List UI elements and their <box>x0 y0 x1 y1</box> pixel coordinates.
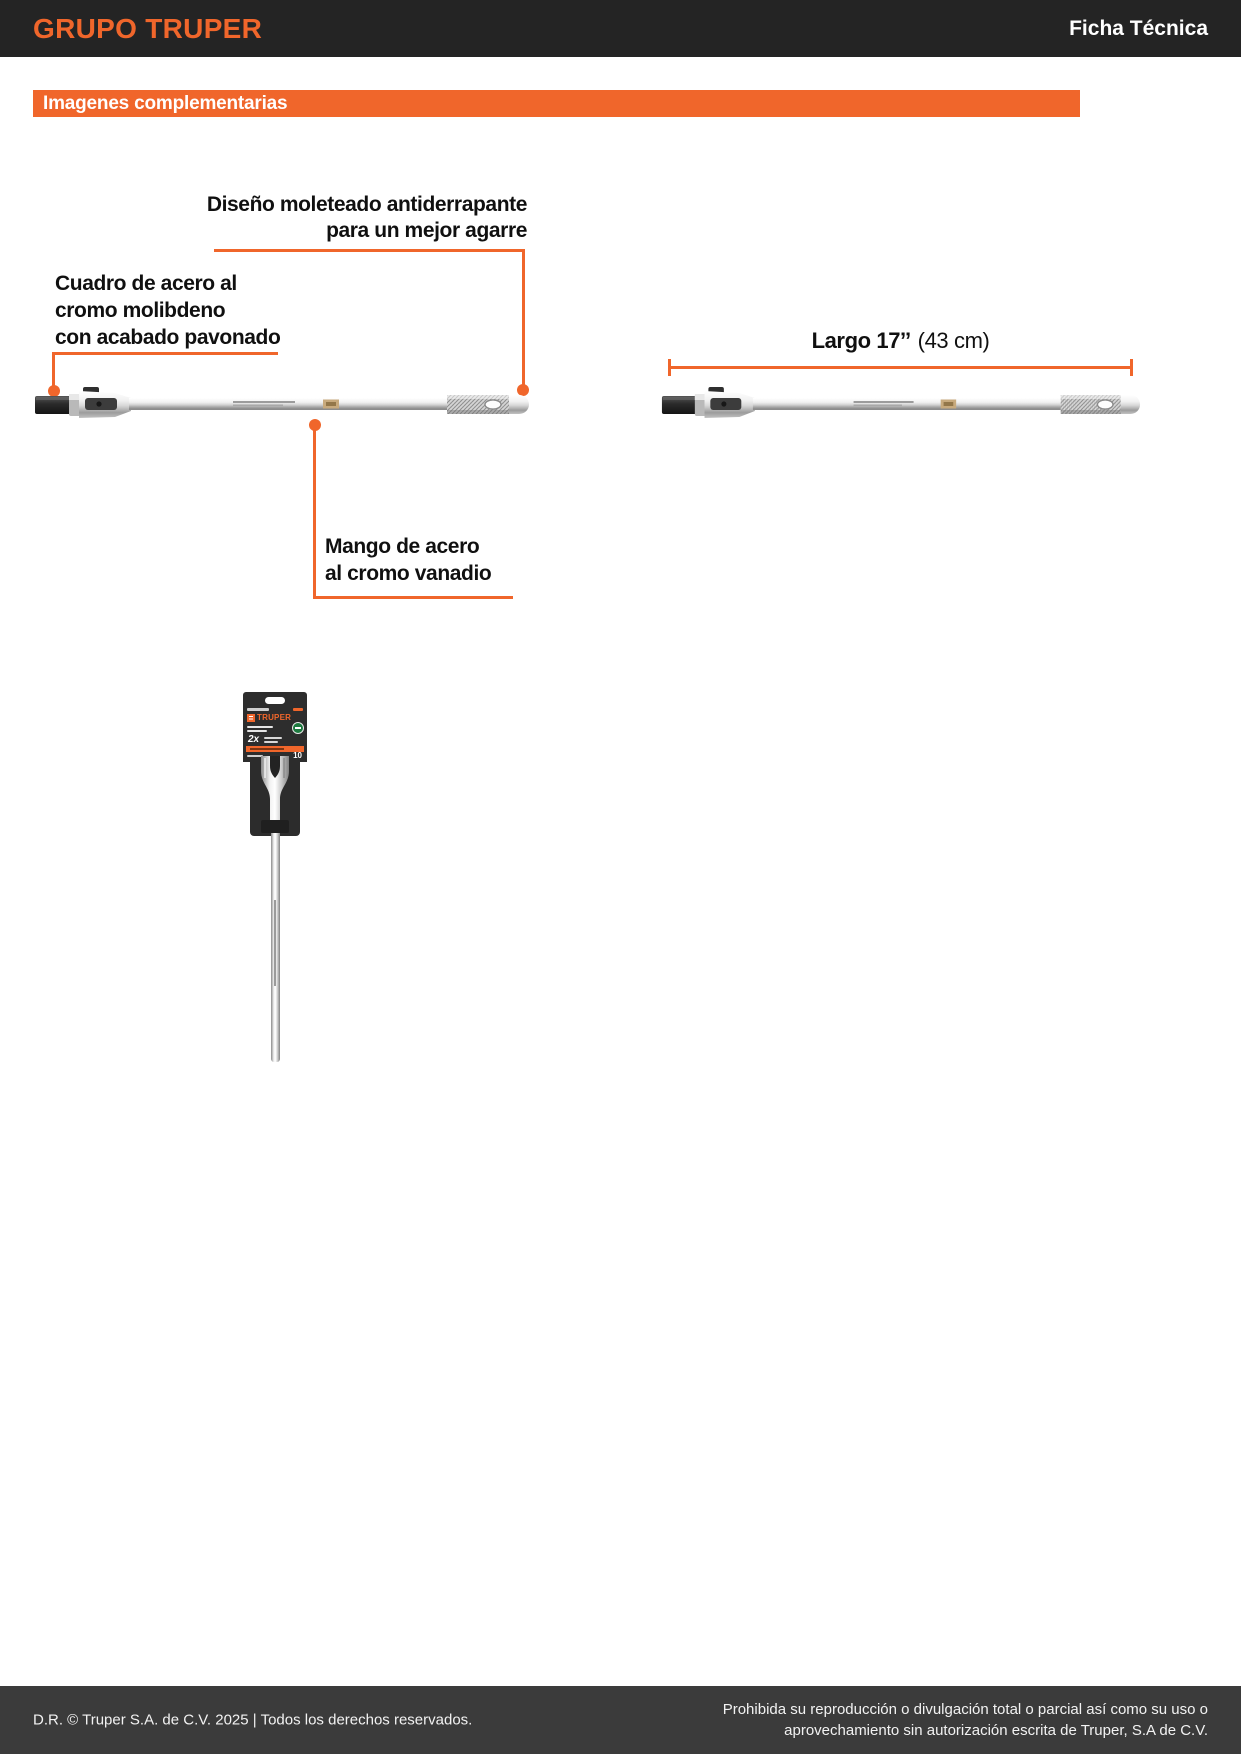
drive-size-badge <box>292 722 304 734</box>
breaker-bar-photo-right <box>660 381 1142 419</box>
package-quantity: 10 <box>293 751 302 760</box>
callout-knurl-line2: para un mejor agarre <box>326 219 527 242</box>
packaged-tool-fork-head <box>258 756 292 828</box>
truper-logo-word: TRUPER <box>257 712 292 722</box>
packaged-tool-engraving <box>274 900 276 986</box>
measurement-tick-right <box>1130 359 1133 376</box>
callout-square-line1: Cuadro de acero al <box>55 272 237 295</box>
document-type-label: Ficha Técnica <box>1069 16 1208 40</box>
package-feature-text1 <box>264 737 282 739</box>
callout-knurl-line-horizontal <box>214 249 525 252</box>
callout-handle-line2: al cromo vanadio <box>325 562 492 585</box>
footer-bar <box>0 1686 1241 1754</box>
package-clip <box>261 820 289 833</box>
callout-handle-line-horizontal <box>313 596 513 599</box>
hang-slot <box>265 697 285 704</box>
section-title: Imagenes complementarias <box>43 93 288 114</box>
package-code-text <box>247 708 269 711</box>
callout-square-line3: con acabado pavonado <box>55 326 281 349</box>
package-feature-text2 <box>264 741 278 743</box>
length-metric: (43 cm) <box>917 328 990 353</box>
copyright-text: D.R. © Truper S.A. de C.V. 2025 | Todos los derechos reservados. <box>33 1711 473 1729</box>
measurement-tick-left <box>668 359 671 376</box>
measurement-line <box>668 366 1133 369</box>
packaged-product-photo <box>243 692 307 1064</box>
package-sku-text <box>293 708 303 711</box>
length-annotation <box>668 328 1133 354</box>
legal-line1: Prohibida su reproducción o divulgación total o parcial así como su uso o <box>722 1701 1208 1718</box>
callout-handle-line1: Mango de acero <box>325 535 480 558</box>
packaged-tool-shaft <box>271 810 280 1062</box>
callout-handle <box>325 533 545 587</box>
breaker-bar-photo-left <box>33 381 531 419</box>
package-description-line2 <box>247 730 267 732</box>
callout-square-line-horizontal <box>52 352 278 355</box>
legal-line2: aprovechamiento sin autorización escrita de Truper, S.A de C.V. <box>784 1722 1208 1739</box>
package-card <box>243 692 307 762</box>
grupo-truper-logo: GRUPO TRUPER <box>33 12 263 44</box>
length-value: Largo 17’’ <box>811 328 911 353</box>
callout-knurl-design <box>190 192 527 244</box>
package-feature-multiplier: 2x <box>248 734 260 745</box>
callout-handle-line-vertical <box>313 429 316 598</box>
package-description-line1 <box>247 726 273 728</box>
truper-logo-icon <box>247 714 255 722</box>
callout-square-drive <box>55 270 335 351</box>
header-bar <box>0 0 1241 57</box>
callout-knurl-line-vertical <box>522 249 525 387</box>
package-brand-row <box>247 713 291 722</box>
legal-text <box>723 1699 1208 1741</box>
callout-square-line2: cromo molibdeno <box>55 299 226 322</box>
callout-knurl-line1: Diseño moleteado antiderrapante <box>206 193 527 216</box>
section-banner <box>33 90 1080 117</box>
